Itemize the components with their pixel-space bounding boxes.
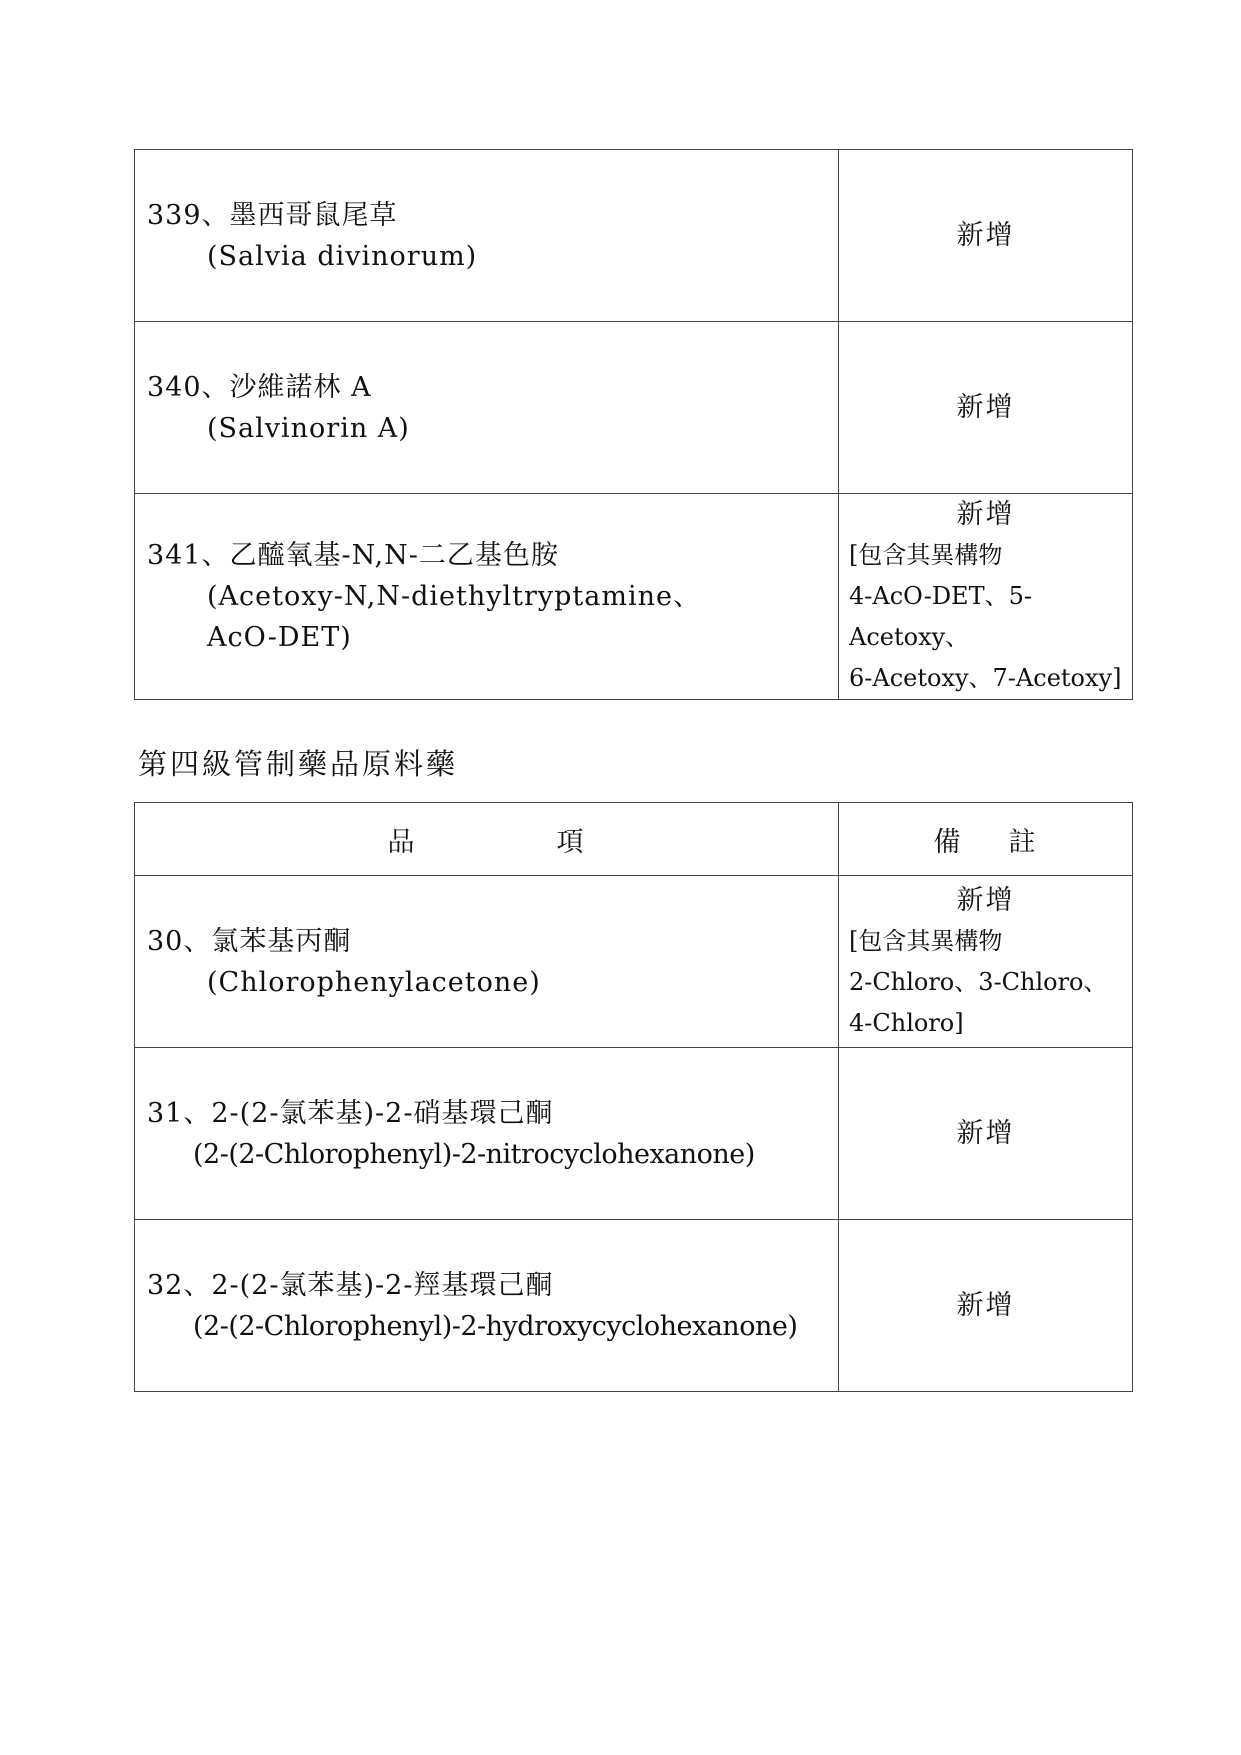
header-note-char-1: 備 xyxy=(933,826,963,858)
note-status: 新增 xyxy=(956,1118,1015,1149)
substance-table-level3 xyxy=(134,149,1133,700)
note-cell xyxy=(839,1048,1133,1220)
item-name-en: (Salvinorin A) xyxy=(207,412,410,444)
note-status: 新增 xyxy=(956,392,1015,423)
substance-table-level4 xyxy=(134,802,1133,1392)
note-cell xyxy=(839,1220,1133,1392)
note-cell xyxy=(839,876,1133,1048)
table-row xyxy=(135,876,1133,1048)
item-name-en: (Acetoxy-N,N-diethyltryptamine、 xyxy=(207,581,701,612)
table-row xyxy=(135,494,1133,700)
item-cell xyxy=(135,1048,839,1220)
item-name-en: (2-(2-Chlorophenyl)-2-hydroxycyclohexanone) xyxy=(193,1310,798,1342)
header-note-char-2: 註 xyxy=(1008,826,1038,858)
item-cell xyxy=(135,494,839,700)
column-header-item xyxy=(135,803,839,876)
item-name-en: (Chlorophenylacetone) xyxy=(207,966,541,998)
note-detail-line: [包含其異構物 xyxy=(849,541,1003,569)
item-cell xyxy=(135,876,839,1048)
header-item-char-1: 品 xyxy=(387,826,417,858)
section-title: 第四級管制藥品原料藥 xyxy=(138,747,459,781)
note-status: 新增 xyxy=(956,220,1015,251)
item-name-en-cont: AcO-DET) xyxy=(207,622,352,653)
note-cell xyxy=(839,150,1133,322)
item-name-zh: 31、2-(2-氯苯基)-2-硝基環己酮 xyxy=(147,1097,554,1129)
table-row xyxy=(135,150,1133,322)
item-name-zh: 340、沙維諾林 A xyxy=(147,371,372,403)
table-row xyxy=(135,1048,1133,1220)
note-status: 新增 xyxy=(956,884,1015,916)
note-status: 新增 xyxy=(956,1290,1015,1321)
table-row xyxy=(135,322,1133,494)
note-status: 新增 xyxy=(956,499,1015,530)
header-item-char-2: 項 xyxy=(556,826,586,858)
table-header-row xyxy=(135,803,1133,876)
item-cell xyxy=(135,1220,839,1392)
note-detail-line: 4-Chloro] xyxy=(849,1008,964,1037)
item-name-zh: 341、乙醯氧基-N,N-二乙基色胺 xyxy=(147,540,559,571)
note-detail-line: 4-AcO-DET、5-Acetoxy、 xyxy=(849,582,1032,651)
item-name-zh: 339、墨西哥鼠尾草 xyxy=(147,199,398,231)
note-cell xyxy=(839,322,1133,494)
column-header-note xyxy=(839,803,1133,876)
note-detail-line: 6-Acetoxy、7-Acetoxy] xyxy=(849,664,1122,692)
item-name-zh: 32、2-(2-氯苯基)-2-羥基環己酮 xyxy=(147,1269,554,1301)
item-name-zh: 30、氯苯基丙酮 xyxy=(147,925,352,957)
table-row xyxy=(135,1220,1133,1392)
item-name-en: (2-(2-Chlorophenyl)-2-nitrocyclohexanone) xyxy=(193,1138,755,1170)
item-cell xyxy=(135,322,839,494)
item-cell xyxy=(135,150,839,322)
note-detail-line: [包含其異構物 xyxy=(849,926,1003,955)
note-cell xyxy=(839,494,1133,700)
note-detail-line: 2-Chloro、3-Chloro、 xyxy=(849,967,1108,996)
item-name-en: (Salvia divinorum) xyxy=(207,240,478,272)
